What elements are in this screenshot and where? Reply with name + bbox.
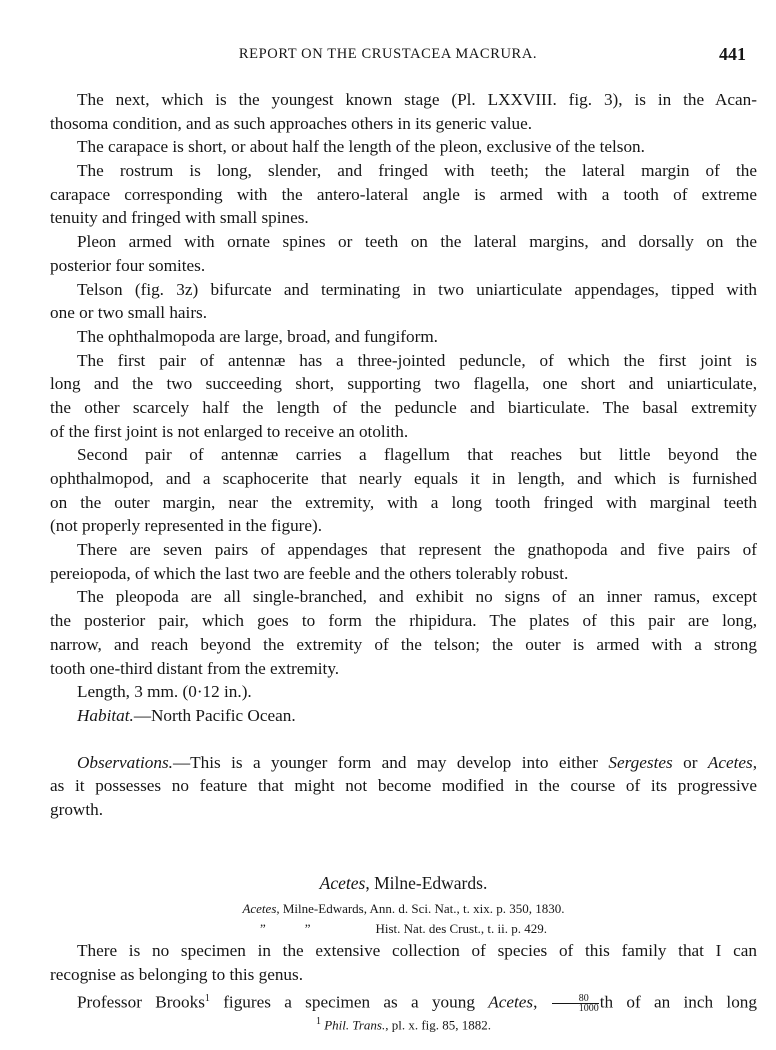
text-line	[50, 774, 757, 798]
text-line	[50, 633, 757, 657]
italic-text: Acetes	[707, 752, 753, 772]
text-line	[50, 585, 757, 609]
text-line	[50, 301, 757, 325]
paragraph	[50, 751, 757, 822]
citation	[50, 919, 757, 939]
text-run: , pl. x. fig. 85, 1882.	[385, 1017, 492, 1033]
paragraph	[50, 987, 757, 1014]
text-line	[50, 798, 757, 822]
paragraph	[50, 538, 757, 585]
text-run: narrow, and reach beyond the extremity of the telson; the outer is armed with a strong	[50, 634, 757, 654]
numerator: 80	[578, 992, 589, 1004]
text-line	[50, 183, 757, 207]
text-run: one or two small hairs.	[50, 303, 208, 323]
text-line	[50, 562, 757, 586]
text-line	[50, 112, 757, 136]
italic-text: Acetes	[242, 901, 277, 917]
text-run: ” ” Hist. Nat. des Crust., t. ii. p. 429.	[259, 921, 548, 937]
text-run: on the outer margin, near the extremity, with a long tooth fringed with marginal teeth	[50, 492, 757, 512]
text-run: —North Pacific Ocean.	[133, 705, 296, 725]
text-line	[50, 278, 757, 302]
text-run: as it possesses no feature that might not become modified in the course of its progressive	[50, 776, 757, 796]
text-line	[50, 254, 757, 278]
text-line	[50, 987, 757, 1014]
text-run: the other scarcely half the length of the peduncle and biarticulate. The basal extremity	[50, 397, 757, 417]
paragraph	[50, 349, 757, 444]
text-line	[50, 467, 757, 491]
text-run: long and the two succeeding short, supporting two flagella, one short and uniarticulate,	[50, 374, 757, 394]
text-run: The pleopoda are all single-branched, and exhibit no signs of an inner ramus, except	[77, 587, 757, 607]
text-line	[50, 420, 757, 444]
text-line	[50, 443, 757, 467]
text-run: , Milne-Edwards.	[365, 872, 488, 893]
paragraph	[50, 135, 757, 159]
italic-text: Sergestes	[608, 752, 673, 772]
text-run: The ophthalmopoda are large, broad, and fungiform.	[77, 326, 438, 346]
running-header	[0, 44, 776, 66]
paragraph	[50, 680, 757, 704]
running-title: REPORT ON THE CRUSTACEA MACRURA.	[238, 46, 538, 62]
text-line	[50, 751, 757, 775]
text-run: tooth one-third distant from the extremity.	[50, 658, 340, 678]
text-run: pereiopoda, of which the last two are feeble and the others tolerably robust.	[50, 563, 569, 583]
text-line	[50, 919, 757, 939]
italic-text: Observations.	[77, 752, 173, 772]
text-run: The first pair of antennæ has a three-jointed peduncle, of which the first joint is	[77, 350, 757, 370]
text-run: There are seven pairs of appendages that represent the gnathopoda and five pairs of	[77, 540, 757, 560]
text-line	[50, 538, 757, 562]
text-run: ,	[533, 992, 551, 1012]
text-line	[50, 939, 757, 963]
text-line	[50, 396, 757, 420]
text-line	[50, 872, 757, 896]
italic-text: Habitat.	[77, 705, 134, 725]
paragraph	[50, 278, 757, 325]
paragraph	[50, 939, 757, 986]
paragraph	[50, 325, 757, 349]
paragraph	[50, 704, 757, 728]
paragraph	[50, 159, 757, 230]
text-run: thosoma condition, and as such approaches others in its generic value.	[50, 113, 533, 133]
paragraph	[50, 585, 757, 680]
text-line	[50, 88, 757, 112]
text-run: carapace corresponding with the antero-lateral angle is armed with a tooth of extreme	[50, 184, 757, 204]
text-run: ophthalmopod, and a scaphocerite that nearly equals it in length, and which is furnished	[50, 469, 757, 488]
text-line	[50, 1012, 757, 1032]
italic-text: Acetes	[319, 872, 366, 893]
text-run: Second pair of antennæ carries a flagellum that reaches but little beyond the	[77, 445, 757, 465]
text-line	[50, 899, 757, 919]
text-run: posterior four somites.	[50, 255, 206, 275]
text-line	[50, 514, 757, 538]
text-line	[50, 159, 757, 183]
page-number: 441	[719, 44, 746, 64]
text-run: figures a specimen as a young	[209, 992, 489, 1012]
text-run: tenuity and fringed with small spines.	[50, 208, 309, 228]
text-run: Length, 3 mm. (0·12 in.).	[77, 682, 252, 702]
text-run: of the first joint is not enlarged to receive an otolith.	[50, 421, 409, 441]
text-line	[50, 325, 757, 349]
text-line	[50, 135, 757, 159]
text-run: The carapace is short, or about half the length of the pleon, exclusive of the telson.	[77, 137, 645, 157]
text-run: There is no specimen in the extensive collection of species of this family that I can	[77, 941, 757, 961]
text-line	[50, 491, 757, 515]
paragraph	[50, 88, 757, 135]
text-run: Professor Brooks	[77, 992, 205, 1012]
italic-text: Phil. Trans.	[324, 1017, 386, 1033]
text-run: The next, which is the youngest known stage (Pl. LXXVIII. fig. 3), is in the Acan-	[77, 90, 757, 109]
text-run: or	[672, 752, 708, 772]
text-run: Pleon armed with ornate spines or teeth on the lateral margins, and dorsally on the	[77, 232, 757, 252]
text-run: th of an inch long	[599, 992, 757, 1012]
text-line	[50, 206, 757, 230]
italic-text: Acetes	[488, 992, 534, 1012]
denominator: 1000	[552, 1003, 599, 1013]
text-run: —This is a younger form and may develop into either	[172, 752, 609, 772]
text-line	[50, 609, 757, 633]
text-line	[50, 372, 757, 396]
fraction	[552, 994, 599, 1013]
text-line	[50, 963, 757, 987]
text-line	[50, 704, 757, 728]
paragraph	[50, 230, 757, 277]
text-run: , Milne-Edwards, Ann. d. Sci. Nat., t. xix. p. 350, 1830.	[276, 901, 565, 917]
page-body	[50, 88, 757, 1032]
text-line	[50, 230, 757, 254]
text-run: growth.	[50, 799, 103, 819]
paragraph	[50, 443, 757, 538]
text-run: the posterior pair, which goes to form the rhipidura. The plates of this pair are long,	[50, 611, 757, 631]
text-line	[50, 349, 757, 373]
footnote-marker: 1	[315, 1016, 321, 1028]
citation	[50, 899, 757, 919]
text-run: (not properly represented in the figure).	[50, 516, 323, 536]
text-run: Telson (fig. 3z) bifurcate and terminating in two uniarticulate appendages, tipped with	[77, 279, 757, 299]
text-run: recognise as belonging to this genus.	[50, 965, 303, 984]
text-line	[50, 680, 757, 704]
text-line	[50, 657, 757, 681]
footnote-marker: 1	[204, 992, 210, 1004]
citation	[50, 1012, 757, 1032]
text-run: ,	[752, 752, 757, 772]
text-run: The rostrum is long, slender, and fringed with teeth; the lateral margin of the	[77, 161, 757, 181]
section-heading	[50, 872, 757, 896]
